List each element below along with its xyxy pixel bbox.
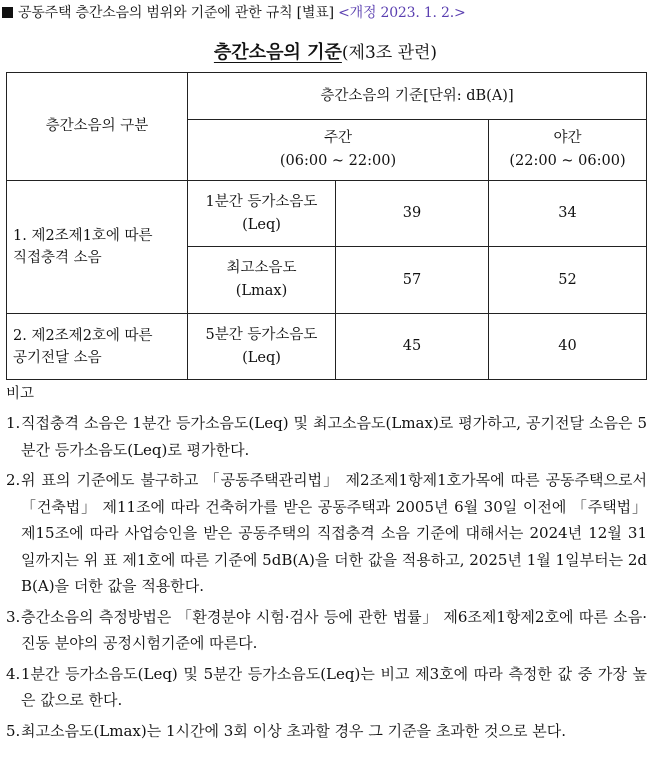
night-label: 야간: [553, 130, 582, 146]
noise-type-line: (Leq): [242, 349, 281, 366]
noise-type: [188, 247, 336, 314]
remark-item: [0, 410, 651, 463]
remark-text: 위 표의 기준에도 불구하고 「공동주택관리법」 제2조제1항제1호가목에 따른 공동주택으로서 「건축법」 제11조에 따라 건축허가를 받은 공동주택과 2005년 6월 30일 이전에 「주택법」 제15조에 따라 사업승인을 받은 공동주택의 직접충격 소음 기준에 대해서는 2024년 12월 31일까지는 위 표 제1호에 따른 기준에 5dB(A)을 더한 값을 적용하고, 2025년 1월 1일부터는 2dB(A)을 더한 값을 적용한다.: [21, 471, 647, 595]
remark-item: [0, 467, 651, 600]
category-line: 공기전달 소음: [13, 349, 102, 366]
document-header: [2, 2, 466, 22]
remark-number: 2.: [6, 471, 21, 489]
remark-item: [0, 604, 651, 657]
category-airborne: [7, 314, 188, 380]
title-sub: (제3조 관련): [341, 43, 438, 63]
noise-type-line: 최고소음도: [226, 260, 297, 276]
table-header-row: [7, 73, 647, 120]
day-header: [188, 120, 489, 181]
noise-type: [188, 181, 336, 247]
remark-text: 최고소음도(Lmax)는 1시간에 3회 이상 초과할 경우 그 기준을 초과한 것으로 본다.: [21, 721, 567, 740]
day-time: (06:00 ~ 22:00): [279, 153, 397, 169]
remark-number: 5.: [6, 721, 21, 740]
noise-type-line: 1분간 등가소음도: [205, 193, 318, 210]
category-line: 1. 제2조제1호에 따른: [13, 228, 153, 244]
noise-type-line: (Leq): [242, 216, 281, 233]
noise-type: [188, 314, 336, 380]
night-time: (22:00 ~ 06:00): [509, 153, 626, 169]
title-main: 층간소음의 기준: [213, 42, 342, 63]
category-line: 직접충격 소음: [13, 250, 102, 266]
remarks-label: 비고: [6, 386, 35, 402]
noise-standard-table: [6, 72, 647, 380]
night-value: 40: [489, 314, 647, 380]
remark-text: 직접충격 소음은 1분간 등가소음도(Leq) 및 최고소음도(Lmax)로 평가하고, 공기전달 소음은 5분간 등가소음도(Leq)로 평가한다.: [21, 414, 647, 459]
table-row: [7, 181, 647, 247]
night-header: [489, 120, 647, 181]
category-header: 층간소음의 구분: [7, 73, 188, 181]
remark-text: 층간소음의 측정방법은 「환경분야 시험·검사 등에 관한 법률」 제6조제1항제2호에 따른 소음·진동 분야의 공정시험기준에 따른다.: [21, 607, 647, 652]
night-value: 52: [489, 247, 647, 314]
remark-item: [0, 718, 651, 745]
day-value: 39: [336, 181, 489, 247]
remarks-list: [0, 410, 651, 748]
day-value: 45: [336, 314, 489, 380]
remark-item: [0, 661, 651, 714]
category-line: 2. 제2조제2호에 따른: [13, 327, 153, 344]
remark-text: 1분간 등가소음도(Leq) 및 5분간 등가소음도(Leq)는 비고 제3호에 따라 측정한 값 중 가장 높은 값으로 한다.: [21, 664, 647, 709]
header-title: 공동주택 층간소음의 범위와 기준에 관한 규칙 [별표]: [18, 5, 334, 21]
noise-type-line: 5분간 등가소음도: [205, 326, 318, 343]
day-label: 주간: [323, 130, 352, 146]
table-row: [7, 314, 647, 380]
remark-number: 4.: [6, 664, 21, 683]
remark-number: 3.: [6, 607, 21, 626]
category-direct-impact: [7, 181, 188, 314]
amendment-date: <개정 2023. 1. 2.>: [338, 5, 466, 21]
night-value: 34: [489, 181, 647, 247]
square-bullet-icon: [2, 7, 13, 18]
noise-type-line: (Lmax): [235, 283, 288, 299]
remark-number: 1.: [6, 414, 21, 432]
standard-header: 층간소음의 기준[단위: dB(A)]: [188, 73, 647, 120]
day-value: 57: [336, 247, 489, 314]
table-title: [0, 38, 651, 64]
